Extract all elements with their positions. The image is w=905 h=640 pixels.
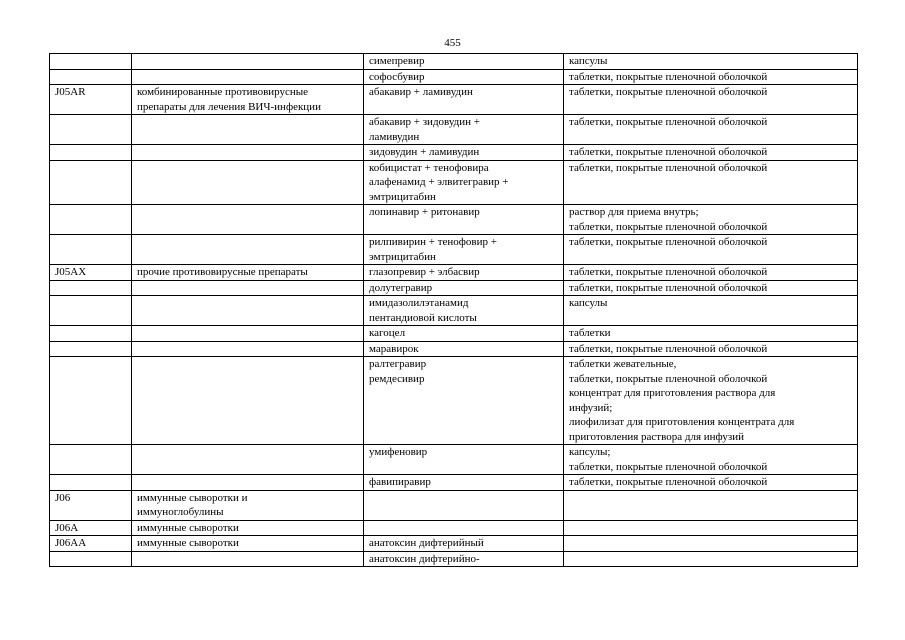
pharmacological-group-cell	[132, 536, 364, 552]
atc-code-cell	[50, 54, 132, 70]
dosage-form-line: таблетки, покрытые пленочной оболочкой	[569, 146, 768, 158]
pharmacological-group-cell	[132, 205, 364, 235]
atc-code-cell	[50, 160, 132, 205]
dosage-form-line: таблетки, покрытые пленочной оболочкой	[569, 266, 768, 278]
atc-code-cell	[50, 205, 132, 235]
drug-name-line: ремдесивир	[369, 372, 425, 385]
dosage-form-cell	[564, 520, 858, 536]
pharmacological-group-cell	[132, 69, 364, 85]
pharmacological-group-cell	[132, 280, 364, 296]
atc-code-text: J05AX	[55, 266, 87, 278]
dosage-form-line: таблетки жевательные,	[569, 358, 677, 370]
atc-code-cell	[50, 265, 132, 281]
dosage-form-line: таблетки, покрытые пленочной оболочкой	[569, 476, 768, 488]
atc-code-cell	[50, 341, 132, 357]
table-row	[50, 54, 858, 70]
dosage-form-cell	[564, 280, 858, 296]
table-row	[50, 145, 858, 161]
dosage-form-line: таблетки, покрытые пленочной оболочкой	[569, 220, 768, 233]
dosage-form-line: инфузий;	[569, 401, 613, 414]
drug-name-line: маравирок	[369, 342, 419, 355]
dosage-form-line: капсулы	[569, 297, 608, 309]
dosage-form-cell	[564, 54, 858, 70]
atc-code-cell	[50, 551, 132, 567]
drug-name-cell	[364, 54, 564, 70]
dosage-form-line: таблетки, покрытые пленочной оболочкой	[569, 70, 768, 83]
dosage-form-line: раствор для приема внутрь;	[569, 206, 699, 218]
pharmacological-group-cell	[132, 115, 364, 145]
table-row	[50, 265, 858, 281]
atc-code-cell	[50, 475, 132, 491]
pharmacological-group-cell	[132, 357, 364, 445]
table-row	[50, 490, 858, 520]
drug-name-cell	[364, 536, 564, 552]
drug-name-line: зидовудин + ламивудин	[369, 146, 480, 158]
pharmacological-group-line: иммуноглобулины	[137, 506, 224, 518]
table-row	[50, 160, 858, 205]
atc-code-cell	[50, 280, 132, 296]
drug-name-line: долутегравир	[369, 281, 433, 294]
dosage-form-cell	[564, 205, 858, 235]
dosage-form-cell	[564, 296, 858, 326]
drug-name-line: алафенамид + элвитегравир +	[369, 176, 509, 188]
drug-name-cell	[364, 357, 564, 445]
pharmacological-group-cell	[132, 475, 364, 491]
dosage-form-cell	[564, 475, 858, 491]
dosage-form-cell	[564, 160, 858, 205]
atc-code-text: J05AR	[55, 86, 86, 98]
atc-code-cell	[50, 296, 132, 326]
drug-name-line: анатоксин дифтерийный	[369, 537, 484, 549]
drug-name-line: эмтрицитабин	[369, 250, 436, 263]
table-row	[50, 280, 858, 296]
drug-name-cell	[364, 551, 564, 567]
dosage-form-line: таблетки, покрытые пленочной оболочкой	[569, 161, 768, 174]
drug-name-line: рилпивирин + тенофовир +	[369, 236, 497, 248]
pharmacological-group-cell	[132, 145, 364, 161]
atc-code-cell	[50, 326, 132, 342]
drug-name-line: умифеновир	[369, 446, 428, 458]
drug-name-cell	[364, 341, 564, 357]
pharmacological-group-line: иммунные сыворотки и	[137, 491, 248, 504]
drug-name-line: кобицистат + тенофовира	[369, 161, 489, 174]
drug-name-line: софосбувир	[369, 70, 425, 83]
pharmacological-group-line: прочие противовирусные препараты	[137, 266, 308, 278]
drug-name-cell	[364, 145, 564, 161]
atc-code-text: J06AA	[55, 537, 87, 549]
atc-code-cell	[50, 145, 132, 161]
dosage-form-line: лиофилизат для приготовления концентрата для	[569, 416, 795, 428]
atc-code-cell	[50, 520, 132, 536]
drug-name-line: лопинавир + ритонавир	[369, 206, 480, 218]
drug-name-line: глазопревир + элбасвир	[369, 266, 480, 278]
drug-name-cell	[364, 235, 564, 265]
table-row	[50, 445, 858, 475]
atc-code-cell	[50, 115, 132, 145]
drug-name-line: эмтрицитабин	[369, 190, 436, 203]
drug-name-cell	[364, 445, 564, 475]
atc-code-cell	[50, 445, 132, 475]
pharmacological-group-line: комбинированные противовирусные	[137, 86, 309, 98]
drug-name-cell	[364, 490, 564, 520]
dosage-form-cell	[564, 265, 858, 281]
atc-code-cell	[50, 490, 132, 520]
dosage-form-cell	[564, 357, 858, 445]
dosage-form-cell	[564, 115, 858, 145]
dosage-form-cell	[564, 341, 858, 357]
drug-name-line: ралтегравир	[369, 358, 427, 370]
pharmacological-group-cell	[132, 54, 364, 70]
table-row	[50, 475, 858, 491]
drug-name-line: абакавир + ламивудин	[369, 86, 473, 98]
table-row	[50, 205, 858, 235]
drug-name-line: кагоцел	[369, 327, 406, 339]
dosage-form-line: концентрат для приготовления раствора для	[569, 387, 776, 399]
dosage-form-line: таблетки, покрытые пленочной оболочкой	[569, 342, 768, 355]
dosage-form-cell	[564, 536, 858, 552]
pharmacological-group-cell	[132, 160, 364, 205]
drug-name-line: пентандиовой кислоты	[369, 311, 477, 324]
dosage-form-line: приготовления раствора для инфузий	[569, 430, 744, 443]
drug-name-cell	[364, 520, 564, 536]
pharmacological-group-cell	[132, 85, 364, 115]
table-row	[50, 551, 858, 567]
dosage-form-line: таблетки, покрытые пленочной оболочкой	[569, 460, 768, 473]
pharmacological-group-cell	[132, 445, 364, 475]
pharmacological-group-cell	[132, 490, 364, 520]
dosage-form-line: таблетки	[569, 327, 611, 339]
drug-name-cell	[364, 115, 564, 145]
pharmacological-group-cell	[132, 265, 364, 281]
page-number: 455	[444, 37, 461, 49]
drug-name-cell	[364, 160, 564, 205]
atc-code-cell	[50, 69, 132, 85]
atc-code-text: J06A	[55, 521, 79, 534]
drug-name-cell	[364, 475, 564, 491]
atc-code-text: J06	[55, 491, 71, 504]
dosage-form-cell	[564, 235, 858, 265]
drug-name-line: симепревир	[369, 55, 425, 67]
dosage-form-cell	[564, 145, 858, 161]
drug-name-cell	[364, 326, 564, 342]
drug-name-cell	[364, 205, 564, 235]
pharmacological-group-cell	[132, 341, 364, 357]
table-row	[50, 341, 858, 357]
atc-code-cell	[50, 235, 132, 265]
table-body	[50, 54, 858, 567]
drug-name-cell	[364, 280, 564, 296]
drug-name-cell	[364, 296, 564, 326]
drug-name-cell	[364, 69, 564, 85]
dosage-form-cell	[564, 445, 858, 475]
drug-name-cell	[364, 265, 564, 281]
drug-table	[49, 53, 858, 567]
pharmacological-group-line: иммунные сыворотки	[137, 521, 239, 534]
dosage-form-cell	[564, 551, 858, 567]
pharmacological-group-cell	[132, 520, 364, 536]
dosage-form-cell	[564, 326, 858, 342]
dosage-form-cell	[564, 490, 858, 520]
dosage-form-cell	[564, 85, 858, 115]
dosage-form-line: капсулы;	[569, 446, 611, 458]
table-row	[50, 520, 858, 536]
drug-name-line: анатоксин дифтерийно-	[369, 552, 480, 565]
dosage-form-line: таблетки, покрытые пленочной оболочкой	[569, 372, 768, 385]
dosage-form-line: капсулы	[569, 55, 608, 67]
atc-code-cell	[50, 357, 132, 445]
pharmacological-group-cell	[132, 235, 364, 265]
table-row	[50, 357, 858, 445]
dosage-form-line: таблетки, покрытые пленочной оболочкой	[569, 236, 768, 248]
dosage-form-cell	[564, 69, 858, 85]
dosage-form-line: таблетки, покрытые пленочной оболочкой	[569, 116, 768, 128]
dosage-form-line: таблетки, покрытые пленочной оболочкой	[569, 86, 768, 98]
drug-name-line: абакавир + зидовудин +	[369, 116, 480, 128]
table-row	[50, 235, 858, 265]
pharmacological-group-cell	[132, 326, 364, 342]
dosage-form-line: таблетки, покрытые пленочной оболочкой	[569, 281, 768, 294]
atc-code-cell	[50, 536, 132, 552]
drug-name-line: ламивудин	[369, 130, 420, 143]
drug-name-line: имидазолилэтанамид	[369, 297, 469, 309]
pharmacological-group-cell	[132, 296, 364, 326]
table-row	[50, 296, 858, 326]
atc-code-cell	[50, 85, 132, 115]
pharmacological-group-cell	[132, 551, 364, 567]
pharmacological-group-line: иммунные сыворотки	[137, 537, 239, 549]
table-row	[50, 115, 858, 145]
pharmacological-group-line: препараты для лечения ВИЧ-инфекции	[137, 100, 321, 113]
drug-name-line: фавипиравир	[369, 476, 431, 488]
table-row	[50, 85, 858, 115]
table-row	[50, 536, 858, 552]
table-row	[50, 326, 858, 342]
drug-name-cell	[364, 85, 564, 115]
table-row	[50, 69, 858, 85]
